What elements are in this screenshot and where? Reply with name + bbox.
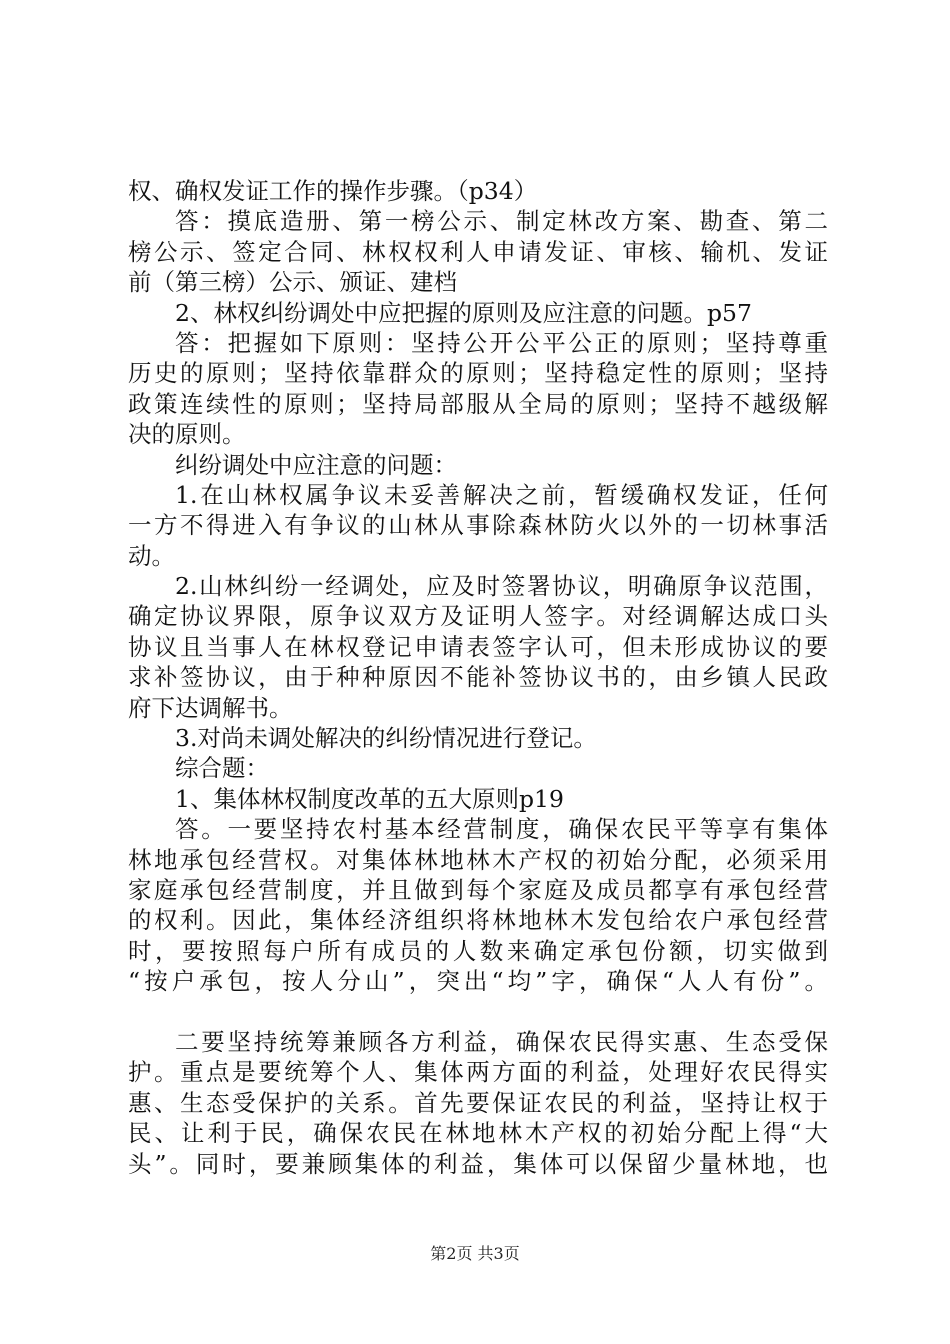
text-line: 头”。同时，要兼顾集体的利益，集体可以保留少量林地，也 — [128, 1149, 828, 1178]
text-line: 前（第三榜）公示、颁证、建档 — [128, 268, 457, 297]
text-line: 1、集体林权制度改革的五大原则p19 — [175, 784, 564, 813]
text-line: 政策连续性的原则；坚持局部服从全局的原则；坚持不越级解 — [128, 389, 828, 418]
text-line: 2、林权纠纷调处中应把握的原则及应注意的问题。p57 — [175, 298, 752, 327]
text-line: 惠、生态受保护的关系。首先要保证农民的利益，坚持让权于 — [128, 1088, 828, 1117]
text-line: 榜公示、签定合同、林权权利人申请发证、审核、输机、发证 — [128, 237, 828, 266]
text-line: 1.在山林权属争议未妥善解决之前，暂缓确权发证，任何 — [175, 480, 828, 509]
text-line: “按户承包，按人分山”，突出“均”字，确保“人人有份”。 — [128, 967, 828, 996]
text-line: 家庭承包经营制度，并且做到每个家庭及成员都享有承包经营 — [128, 875, 828, 904]
text-line: 答：把握如下原则：坚持公开公平公正的原则；坚持尊重 — [175, 328, 828, 357]
text-line: 民、让利于民，确保农民在林地林木产权的初始分配上得“大 — [128, 1119, 828, 1148]
text-line: 府下达调解书。 — [128, 693, 293, 722]
text-line: 动。 — [128, 541, 175, 570]
text-line: 综合题： — [175, 754, 269, 783]
text-line: 答。一要坚持农村基本经营制度，确保农民平等享有集体 — [175, 815, 828, 844]
text-line: 3.对尚未调处解决的纠纷情况进行登记。 — [175, 724, 597, 753]
text-line: 权、确权发证工作的操作步骤。（p34） — [128, 177, 538, 205]
text-line: 决的原则。 — [128, 420, 246, 449]
text-line: 二要坚持统筹兼顾各方利益，确保农民得实惠、生态受保 — [175, 1027, 828, 1056]
text-line: 护。重点是要统筹个人、集体两方面的利益，处理好农民得实 — [128, 1058, 828, 1087]
paragraph-gap — [128, 997, 828, 1027]
text-line: 时，要按照每户所有成员的人数来确定承包份额，切实做到 — [128, 936, 828, 965]
page-footer: 第2页 共3页 — [430, 1244, 520, 1263]
text-line: 确定协议界限，原争议双方及证明人签字。对经调解达成口头 — [128, 602, 828, 631]
document-body — [128, 176, 828, 1179]
text-line: 一方不得进入有争议的山林从事除森林防火以外的一切林事活 — [128, 511, 828, 540]
text-line: 历史的原则；坚持依靠群众的原则；坚持稳定性的原则；坚持 — [128, 359, 828, 388]
text-line: 2.山林纠纷一经调处，应及时签署协议，明确原争议范围， — [175, 572, 828, 601]
text-line: 答：摸底造册、第一榜公示、制定林改方案、勘查、第二 — [175, 207, 828, 236]
text-line: 纠纷调处中应注意的问题： — [175, 450, 457, 479]
text-line: 求补签协议，由于种种原因不能补签协议书的，由乡镇人民政 — [128, 663, 828, 692]
text-line: 的权利。因此，集体经济组织将林地林木发包给农户承包经营 — [128, 906, 828, 935]
text-line: 协议且当事人在林权登记申请表签字认可，但未形成协议的要 — [128, 632, 828, 661]
text-line: 林地承包经营权。对集体林地林木产权的初始分配，必须采用 — [128, 845, 828, 874]
